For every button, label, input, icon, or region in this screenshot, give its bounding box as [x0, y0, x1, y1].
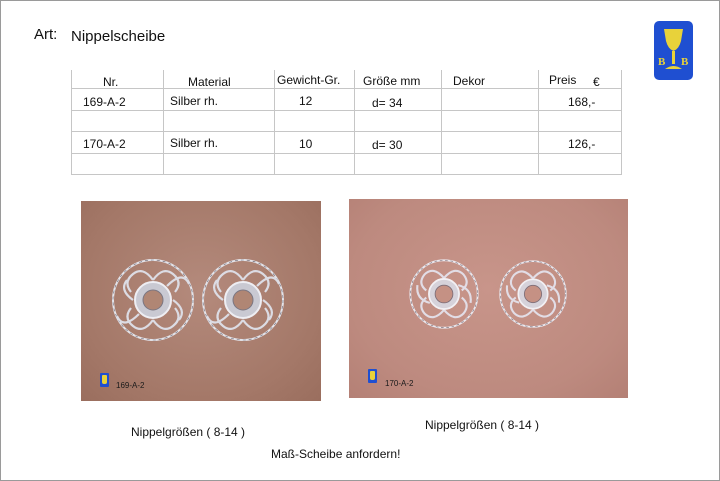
chalice-icon [654, 21, 693, 80]
photo-label: 170-A-2 [385, 379, 414, 388]
table-border [621, 70, 622, 175]
header-gewicht: Gewicht-Gr. [277, 73, 341, 87]
table-border [71, 174, 622, 175]
table-border [71, 70, 72, 175]
header-material: Material [188, 75, 231, 89]
photo-caption: Nippelgrößen ( 8-14 ) [425, 418, 540, 432]
product-photo-170 [349, 199, 628, 398]
header-groesse: Größe mm [363, 74, 421, 88]
table-divider [71, 153, 622, 154]
table-divider [354, 70, 355, 175]
row1-groesse: d= 34 [372, 96, 403, 110]
row1-material: Silber rh. [170, 94, 219, 108]
product-table [71, 70, 622, 175]
logo-letter-right: B [681, 56, 689, 68]
order-note: Maß-Scheibe anfordern! [271, 447, 401, 461]
header-preis: Preis [549, 73, 577, 87]
mini-logo-icon [368, 369, 377, 383]
row1-nr: 169-A-2 [83, 95, 126, 109]
table-divider [163, 70, 164, 175]
table-divider [274, 70, 275, 175]
header-dekor: Dekor [453, 74, 486, 88]
product-photo-169 [81, 201, 321, 401]
table-divider [441, 70, 442, 175]
product-title: Nippelscheibe [71, 28, 166, 45]
nipple-disc-image [109, 256, 197, 344]
art-label: Art: [34, 26, 58, 43]
photo-caption: Nippelgrößen ( 8-14 ) [131, 425, 246, 439]
header-currency: € [593, 75, 600, 89]
row2-preis: 126,- [568, 137, 596, 151]
row1-preis: 168,- [568, 95, 596, 109]
row2-groesse: d= 30 [372, 138, 403, 152]
table-divider [538, 70, 539, 175]
nipple-disc-image [405, 255, 483, 333]
table-divider [71, 131, 622, 132]
row1-gewicht: 12 [299, 94, 313, 108]
row2-gewicht: 10 [299, 137, 313, 151]
row2-material: Silber rh. [170, 136, 219, 150]
logo-letter-left: B [658, 56, 666, 68]
table-divider [71, 110, 622, 111]
photo-label: 169-A-2 [116, 381, 145, 390]
row2-nr: 170-A-2 [83, 137, 126, 151]
nipple-disc-image [495, 256, 571, 332]
mini-logo-icon [100, 373, 109, 387]
table-divider [71, 88, 622, 89]
header-nr: Nr. [103, 75, 119, 89]
nipple-disc-image [199, 256, 287, 344]
brand-logo [654, 21, 693, 80]
